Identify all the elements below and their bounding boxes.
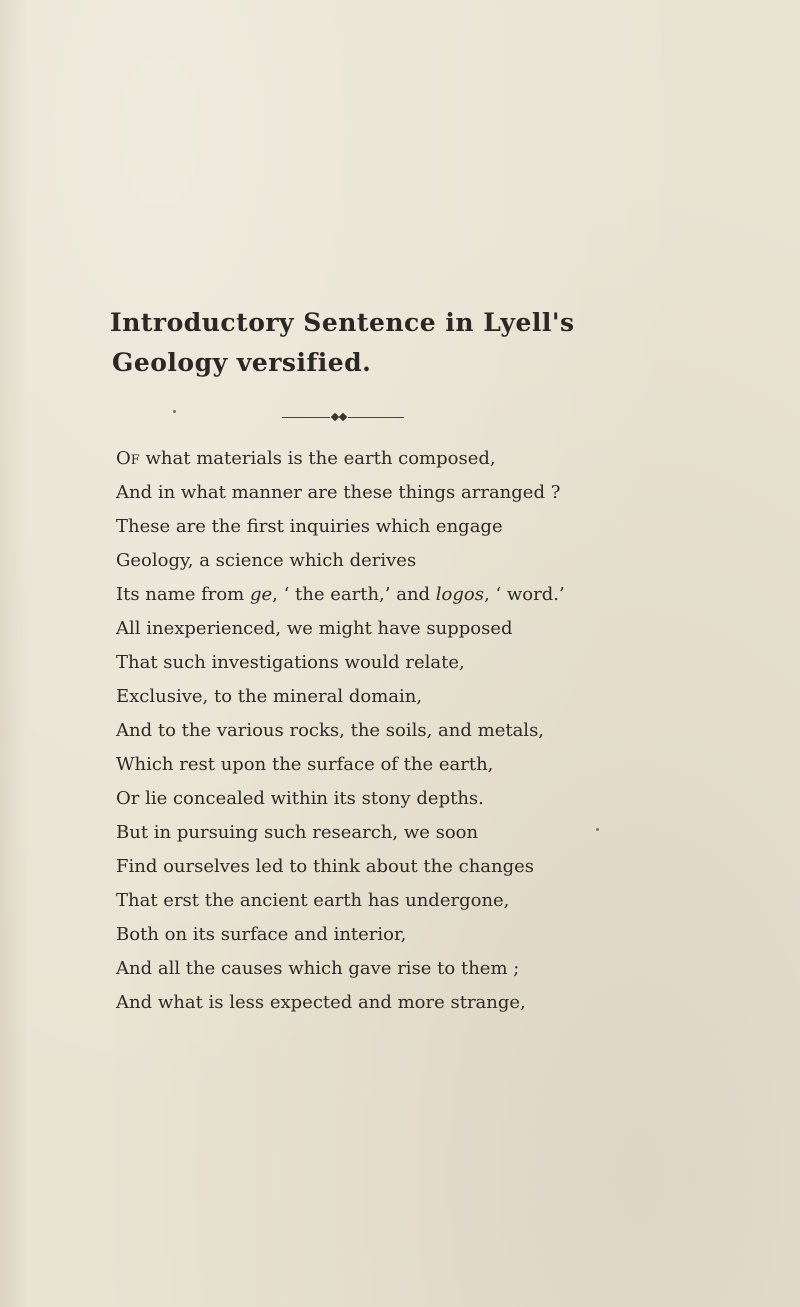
poem-line-text: Which rest upon the surface of the earth, [116, 754, 494, 775]
poem-line-text: These are the first inquiries which engage [116, 516, 503, 537]
poem-line [116, 884, 776, 918]
poem-line-text: Its name from [116, 584, 250, 605]
poem-line-text: And what is less expected and more strange, [116, 992, 526, 1013]
poem-line [116, 646, 776, 680]
ornament-divider [282, 412, 404, 424]
poem-line [116, 578, 776, 612]
poem-line-text: And all the causes which gave rise to them ; [116, 958, 520, 979]
poem-line-text: And in what manner are these things arranged ? [116, 482, 561, 503]
poem-line [116, 850, 776, 884]
poem-line-text: what materials is the earth composed, [139, 448, 496, 469]
poem-line [116, 748, 776, 782]
printing-speck [173, 410, 176, 413]
poem-line [116, 714, 776, 748]
poem-line [116, 612, 776, 646]
poem-line-text: All inexperienced, we might have supposed [116, 618, 513, 639]
poem-line [116, 476, 776, 510]
poem-line [116, 952, 776, 986]
poem-line [116, 442, 776, 476]
poem-line-text: Or lie concealed within its stony depths. [116, 788, 484, 809]
divider-rule-right [348, 417, 404, 418]
poem-line-text: ge [249, 584, 273, 605]
poem-line [116, 544, 776, 578]
poem-line [116, 510, 776, 544]
title-line-2: Geology versified. [112, 348, 372, 377]
poem-line [116, 782, 776, 816]
divider-rule-left [282, 417, 330, 418]
poem-line-text: Exclusive, to the mineral domain, [116, 686, 423, 707]
poem-line-text: Of [116, 448, 140, 469]
poem-line-text: Geology, a science which derives [116, 550, 417, 571]
poem-line-text: That such investigations would relate, [116, 652, 465, 673]
poem-line-text: Both on its surface and interior, [116, 924, 407, 945]
poem-line-text: , ‘ word.’ [484, 584, 565, 605]
poem-line-text: Find ourselves led to think about the changes [116, 856, 535, 877]
poem-line [116, 680, 776, 714]
poem-line-text: logos [435, 584, 484, 605]
poem-line [116, 816, 776, 850]
poem-line-text: , ‘ the earth,’ and [272, 584, 436, 605]
page-title [0, 303, 800, 383]
diamond-icon [339, 413, 347, 421]
poem-line [116, 918, 776, 952]
poem-line-text: And to the various rocks, the soils, and metals, [116, 720, 545, 741]
poem-line-text: But in pursuing such research, we soon [116, 822, 479, 843]
poem-line-text: That erst the ancient earth has undergone, [116, 890, 510, 911]
title-line-1: Introductory Sentence in Lyell's [110, 308, 575, 337]
printing-speck [596, 828, 599, 831]
poem-line [116, 986, 776, 1020]
poem-body [116, 442, 776, 1020]
